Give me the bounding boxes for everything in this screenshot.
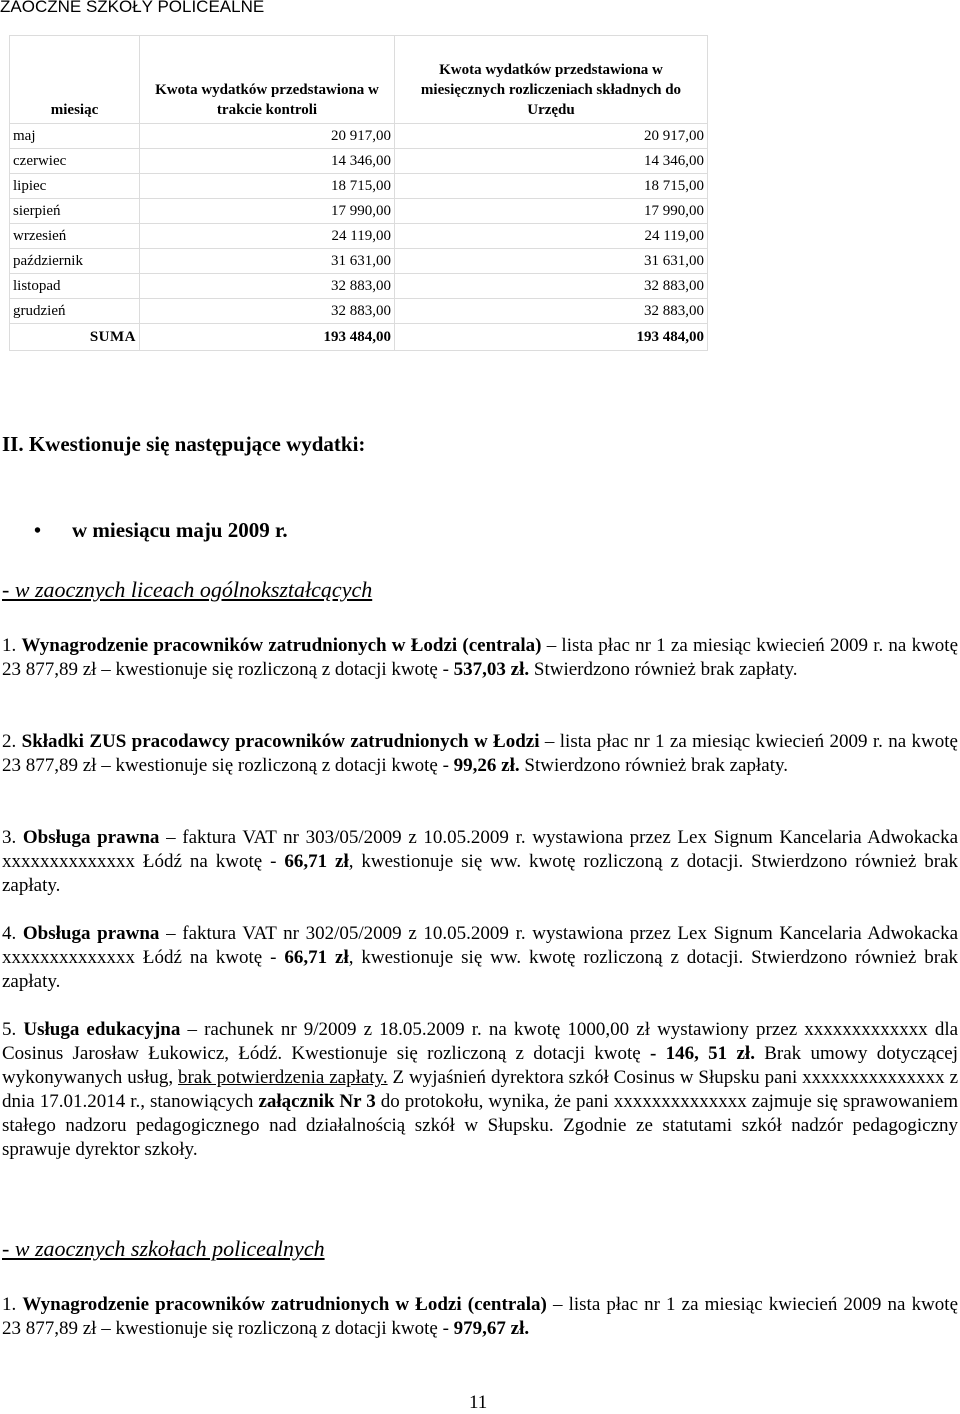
sum-control-amount: 193 484,00 [140, 324, 395, 351]
month-cell: wrzesień [10, 224, 140, 249]
item-number: 1. [2, 1294, 17, 1315]
paragraph-item-4 [2, 922, 958, 994]
control-amount-cell: 31 631,00 [140, 249, 395, 274]
item-text: – faktura VAT nr 303/05/2009 z 10.05.2009 r. wystawiona przez Lex Signum Kancelaria Adwokacka xxxxxxxxxxxxxx Łódź na kwotę - [2, 827, 959, 872]
item-number: 4. [2, 923, 17, 944]
month-cell: listopad [10, 274, 140, 299]
subheading-post-secondary: - w zaocznych szkołach policealnych [2, 1236, 325, 1261]
sum-label: SUMA [10, 324, 140, 351]
item-amount: 66,71 zł [284, 851, 349, 872]
bullet-icon: • [34, 520, 42, 542]
item-title: Wynagrodzenie pracowników zatrudnionych w Łodzi (centrala) [21, 635, 542, 656]
reported-amount-cell: 32 883,00 [395, 274, 708, 299]
paragraph-item-3 [2, 826, 958, 898]
item-number: 3. [2, 827, 17, 848]
item-number: 2. [2, 731, 17, 752]
month-cell: czerwiec [10, 149, 140, 174]
item-number: 5. [2, 1019, 17, 1040]
bullet-month [34, 518, 288, 543]
column-header-control-amount: Kwota wydatków przedstawiona w trakcie kontroli [140, 36, 395, 124]
subheading-lyceums: - w zaocznych liceach ogólnokształcących [2, 577, 373, 602]
item-text: – faktura VAT nr 302/05/2009 z 10.05.2009 r. wystawiona przez Lex Signum Kancelaria Adwokacka xxxxxxxxxxxxxx Łódź na kwotę - [2, 923, 959, 968]
item-text: Z wyjaśnień dyrektora szkół Cosinus w Słupsku pani xxxxxxxxxxxxxxx z dnia 17.01.2014 r., stanowiących [2, 1067, 959, 1112]
item-text: – lista płac nr 1 za miesiąc kwiecień 2009 na kwotę 23 877,89 zł – kwestionuje się rozliczoną z dotacji kwotę - [2, 1294, 958, 1339]
month-cell: sierpień [10, 199, 140, 224]
item-title: Wynagrodzenie pracowników zatrudnionych w Łodzi (centrala) [22, 1294, 547, 1315]
reported-amount-cell: 18 715,00 [395, 174, 708, 199]
month-cell: październik [10, 249, 140, 274]
sum-reported-amount: 193 484,00 [395, 324, 708, 351]
expenses-table [9, 35, 708, 351]
table-row [10, 224, 708, 249]
table-row [10, 249, 708, 274]
item-text: – lista płac nr 1 za miesiąc kwiecień 2009 r. na kwotę 23 877,89 zł – kwestionuje się rozliczoną z dotacji kwotę - [2, 635, 959, 680]
control-amount-cell: 24 119,00 [140, 224, 395, 249]
reported-amount-cell: 17 990,00 [395, 199, 708, 224]
underlined-text: brak potwierdzenia zapłaty. [178, 1067, 388, 1088]
table-header-row [10, 36, 708, 124]
paragraph-item-5 [2, 1018, 958, 1162]
item-text: – lista płac nr 1 za miesiąc kwiecień 2009 r. na kwotę 23 877,89 zł – kwestionuje się rozliczoną z dotacji kwotę - [2, 731, 958, 776]
item-text: do protokołu, wynika, że pani xxxxxxxxxxxxxx zajmuje się sprawowaniem stałego nadzoru pedagogicznego nad działalnością szkół w Słupsku. Zgodnie ze statutami szkół nadzór pedagogiczny sprawuje dyrektor szkoły. [2, 1091, 958, 1160]
control-amount-cell: 32 883,00 [140, 274, 395, 299]
paragraph-post-item-1 [2, 1293, 958, 1341]
month-cell: lipiec [10, 174, 140, 199]
control-amount-cell: 20 917,00 [140, 124, 395, 149]
table-row [10, 299, 708, 324]
table-sum-row [10, 324, 708, 351]
paragraph-item-2 [2, 730, 958, 778]
item-amount: 99,26 zł. [453, 755, 520, 776]
item-amount: 979,67 zł. [453, 1318, 530, 1339]
item-title: Usługa edukacyjna [23, 1019, 181, 1040]
column-header-month: miesiąc [10, 36, 140, 124]
reported-amount-cell: 32 883,00 [395, 299, 708, 324]
item-text: Brak umowy dotyczącej wykonywanych usług, [2, 1043, 958, 1088]
item-amount: 66,71 zł [284, 947, 349, 968]
paragraph-item-1 [2, 634, 958, 682]
month-cell: grudzień [10, 299, 140, 324]
reported-amount-cell: 31 631,00 [395, 249, 708, 274]
month-cell: maj [10, 124, 140, 149]
item-amount: - 146, 51 zł. [650, 1043, 755, 1064]
item-amount: 537,03 zł. [453, 659, 530, 680]
item-tail: , kwestionuje się ww. kwotę rozliczoną z dotacji. Stwierdzono również brak zapłaty. [2, 947, 959, 992]
item-number: 1. [2, 635, 17, 656]
reported-amount-cell: 14 346,00 [395, 149, 708, 174]
reported-amount-cell: 20 917,00 [395, 124, 708, 149]
attachment-reference: załącznik Nr 3 [258, 1091, 376, 1112]
control-amount-cell: 17 990,00 [140, 199, 395, 224]
item-tail: Stwierdzono również brak zapłaty. [524, 755, 788, 776]
column-header-reported-amount: Kwota wydatków przedstawiona w miesięcznych rozliczeniach składnych do Urzędu [395, 36, 708, 124]
reported-amount-cell: 24 119,00 [395, 224, 708, 249]
document-header: ZAOCZNE SZKOŁY POLICEALNE [0, 0, 265, 16]
table-row [10, 149, 708, 174]
control-amount-cell: 14 346,00 [140, 149, 395, 174]
bullet-text: w miesiącu maju 2009 r. [72, 518, 288, 542]
table-row [10, 174, 708, 199]
item-title: Składki ZUS pracodawcy pracowników zatrudnionych w Łodzi [21, 731, 540, 752]
table-row [10, 274, 708, 299]
item-tail: Stwierdzono również brak zapłaty. [533, 659, 798, 680]
control-amount-cell: 32 883,00 [140, 299, 395, 324]
item-text: – rachunek nr 9/2009 z 18.05.2009 r. na kwotę 1000,00 zł wystawiony przez xxxxxxxxxxxxx dla Cosinus Jarosław Łukowicz, Łódź. Kwestionuje się rozliczoną z dotacji kwotę [2, 1019, 959, 1064]
item-title: Obsługa prawna [22, 827, 160, 848]
table-row [10, 124, 708, 149]
control-amount-cell: 18 715,00 [140, 174, 395, 199]
section-title: II. Kwestionuje się następujące wydatki: [2, 432, 366, 456]
item-tail: , kwestionuje się ww. kwotę rozliczoną z dotacji. Stwierdzono również brak zapłaty. [2, 851, 959, 896]
item-title: Obsługa prawna [22, 923, 160, 944]
table-row [10, 199, 708, 224]
page-number: 11 [469, 1392, 488, 1413]
